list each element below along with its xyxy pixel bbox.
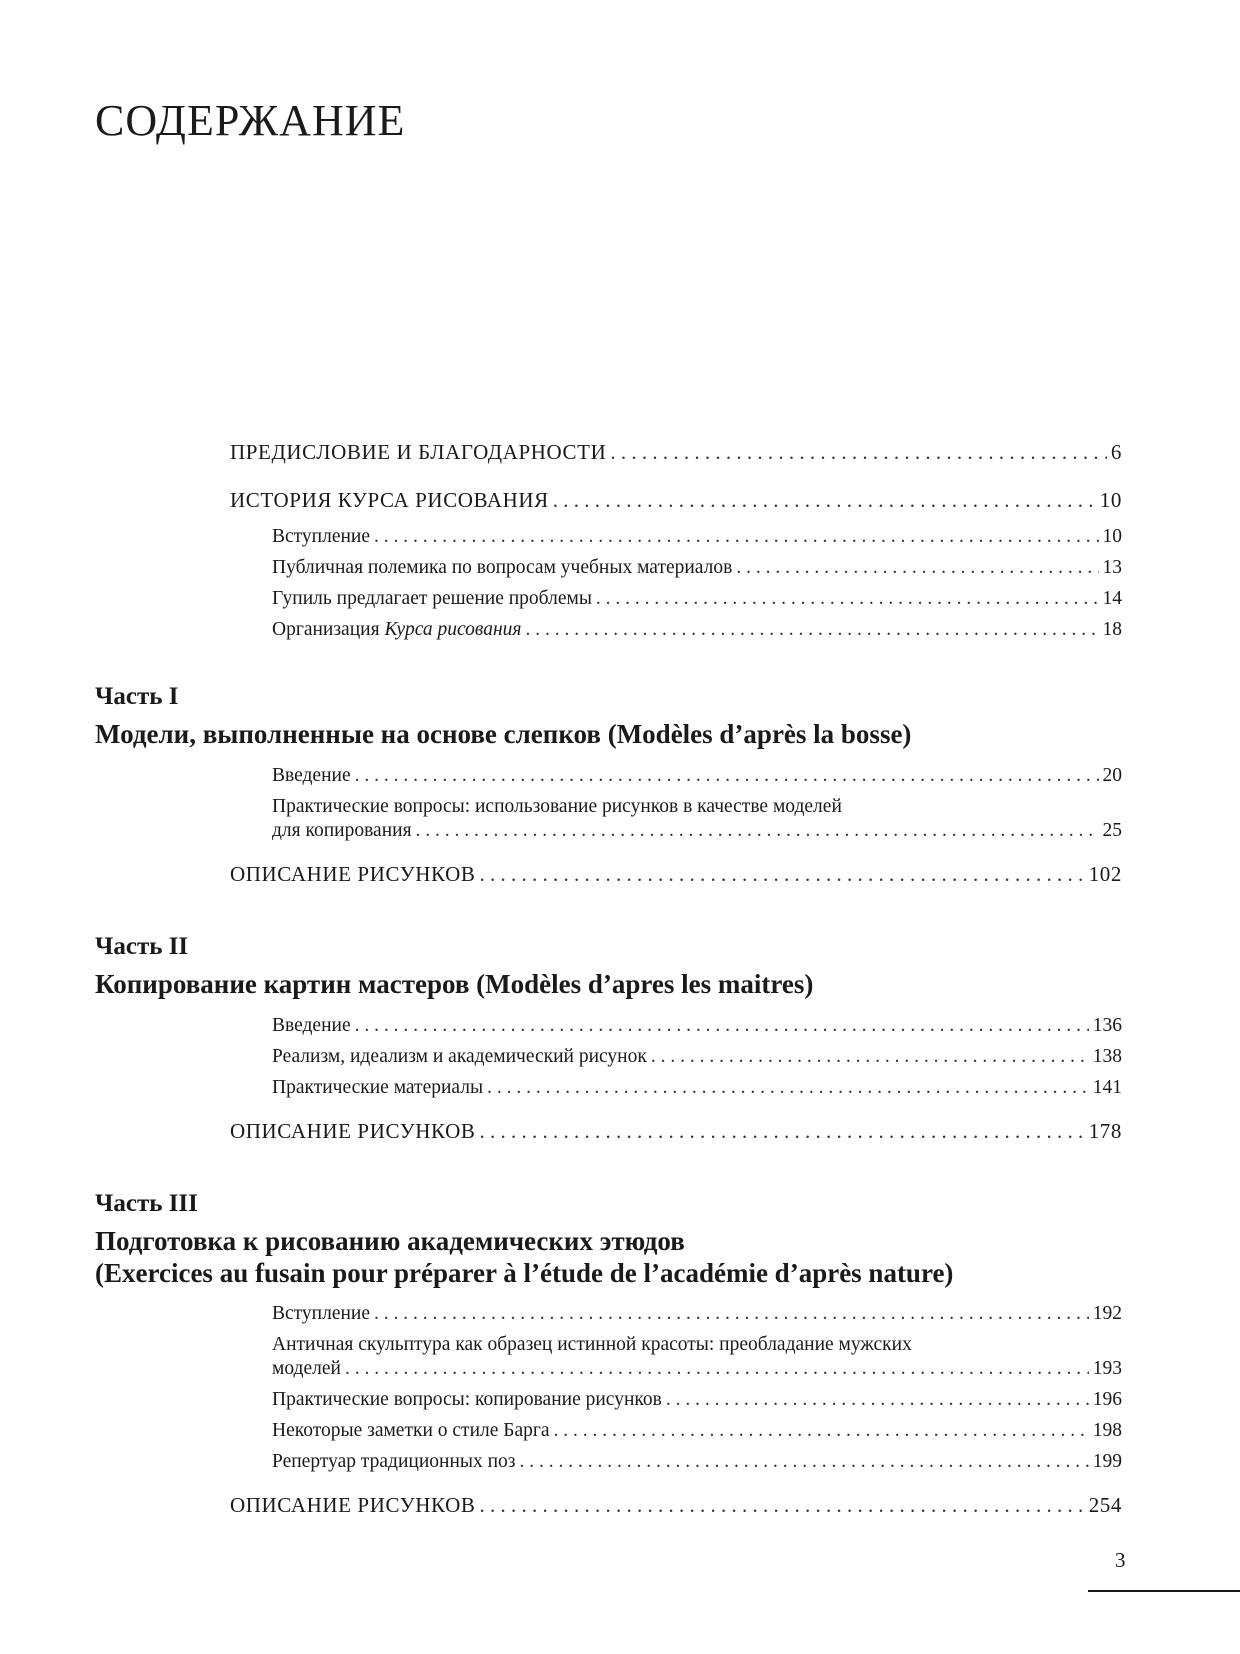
- toc-entry-figures[interactable]: [230, 1119, 1122, 1144]
- dot-leader: [487, 1077, 1089, 1099]
- dot-leader: [596, 588, 1099, 610]
- toc-entry-history[interactable]: [230, 488, 1122, 513]
- toc-entry-figures[interactable]: [230, 1493, 1122, 1518]
- dot-leader: [736, 557, 1098, 579]
- toc-page-number: 20: [1102, 765, 1122, 786]
- toc-entry[interactable]: [272, 820, 1122, 842]
- folio-rule: [1088, 1590, 1240, 1592]
- part-title-line1: Подготовка к рисованию академических этюдов: [95, 1226, 685, 1256]
- toc-entry[interactable]: [272, 1046, 1122, 1068]
- toc-entry-label: для копирования: [272, 820, 412, 841]
- toc-entry-label-line1: Античная скульптура как образец истинной красоты: преобладание мужских: [272, 1334, 912, 1355]
- toc-entry-label: Введение: [272, 765, 351, 786]
- part-title: Модели, выполненные на основе слепков (Modèles d’après la bosse): [95, 719, 912, 749]
- toc-entry-label-italic: Курса рисования: [384, 619, 522, 640]
- toc-entry[interactable]: [272, 619, 1122, 641]
- toc-page-number: 25: [1102, 820, 1122, 841]
- toc-page-number: 198: [1092, 1420, 1122, 1441]
- toc-entry[interactable]: [272, 1451, 1122, 1473]
- toc-entry-label: ОПИСАНИЕ РИСУНКОВ: [230, 862, 476, 886]
- dot-leader: [355, 1015, 1089, 1037]
- toc-entry-label: Вступление: [272, 526, 371, 547]
- dot-leader: [553, 488, 1096, 513]
- toc-entry-label: ОПИСАНИЕ РИСУНКОВ: [230, 1493, 476, 1517]
- toc-page-number: 136: [1092, 1015, 1122, 1036]
- toc-entry[interactable]: [272, 1420, 1122, 1442]
- toc-entry[interactable]: [272, 1077, 1122, 1099]
- dot-leader: [355, 765, 1099, 787]
- toc-entry-label: Реализм, идеализм и академический рисунок: [272, 1046, 647, 1067]
- toc-page-number: 10: [1099, 488, 1122, 512]
- dot-leader: [480, 1493, 1085, 1518]
- toc-page-number: 254: [1088, 1493, 1122, 1517]
- part-label: Часть II: [95, 933, 189, 960]
- dot-leader: [610, 440, 1107, 465]
- toc-entry-label: Гупиль предлагает решение проблемы: [272, 588, 592, 609]
- toc-entry-label: Вступление: [272, 1303, 371, 1324]
- toc-page-number: 10: [1102, 526, 1122, 547]
- part-title-line2: (Exercices au fusain pour préparer à l’étude de l’académie d’après nature): [95, 1258, 954, 1288]
- toc-page-number: 193: [1092, 1358, 1122, 1379]
- toc-page-number: 102: [1088, 862, 1122, 886]
- toc-entry[interactable]: [272, 526, 1122, 548]
- toc-page-number: 199: [1092, 1451, 1122, 1472]
- part-label: Часть I: [95, 683, 179, 710]
- toc-page-number: 6: [1110, 440, 1122, 464]
- toc-page-number: 14: [1102, 588, 1122, 609]
- toc-entry-label: Публичная полемика по вопросам учебных материалов: [272, 557, 733, 578]
- toc-entry-label: моделей: [272, 1358, 341, 1379]
- toc-entry-label-plain: Организация: [272, 619, 385, 640]
- dot-leader: [374, 1303, 1089, 1325]
- dot-leader: [480, 862, 1085, 887]
- dot-leader: [651, 1046, 1089, 1068]
- dot-leader: [666, 1389, 1089, 1411]
- dot-leader: [525, 619, 1098, 641]
- dot-leader: [480, 1119, 1085, 1144]
- toc-entry[interactable]: [272, 1015, 1122, 1037]
- toc-entry[interactable]: [272, 588, 1122, 610]
- toc-entry-figures[interactable]: [230, 862, 1122, 887]
- dot-leader: [374, 526, 1098, 548]
- dot-leader: [345, 1358, 1089, 1380]
- toc-entry[interactable]: [272, 765, 1122, 787]
- page-title: СОДЕРЖАНИЕ: [95, 96, 406, 145]
- toc-page-number: 192: [1092, 1303, 1122, 1324]
- toc-entry-label: ПРЕДИСЛОВИЕ И БЛАГОДАРНОСТИ: [230, 440, 607, 464]
- toc-page-number: 196: [1092, 1389, 1122, 1410]
- toc-entry-label-line1: Практические вопросы: использование рисунков в качестве моделей: [272, 796, 842, 817]
- toc-page-number: 13: [1102, 557, 1122, 578]
- toc-entry-label: ИСТОРИЯ КУРСА РИСОВАНИЯ: [230, 488, 549, 512]
- toc-entry[interactable]: [272, 557, 1122, 579]
- toc-entry-label: Практические материалы: [272, 1077, 484, 1098]
- toc-entry[interactable]: [272, 1389, 1122, 1411]
- toc-entry-preface[interactable]: [230, 440, 1122, 465]
- dot-leader: [416, 820, 1099, 842]
- toc-entry-label: [272, 619, 521, 641]
- toc-entry[interactable]: [272, 1358, 1122, 1380]
- dot-leader: [554, 1420, 1089, 1442]
- toc-entry-label: Некоторые заметки о стиле Барга: [272, 1420, 550, 1441]
- part-label: Часть III: [95, 1190, 198, 1217]
- toc-entry-label: ОПИСАНИЕ РИСУНКОВ: [230, 1119, 476, 1143]
- toc-page-number: 141: [1092, 1077, 1122, 1098]
- toc-entry-label: Введение: [272, 1015, 351, 1036]
- toc-entry[interactable]: [272, 1303, 1122, 1325]
- toc-page-number: 138: [1092, 1046, 1122, 1067]
- dot-leader: [520, 1451, 1089, 1473]
- toc-page-number: 178: [1088, 1119, 1122, 1143]
- part-title: Копирование картин мастеров (Modèles d’apres les maitres): [95, 969, 814, 999]
- page-number: 3: [1115, 1548, 1126, 1572]
- toc-entry-label: Репертуар традиционных поз: [272, 1451, 516, 1472]
- toc-entry-label: Практические вопросы: копирование рисунков: [272, 1389, 662, 1410]
- toc-page-number: 18: [1102, 619, 1122, 640]
